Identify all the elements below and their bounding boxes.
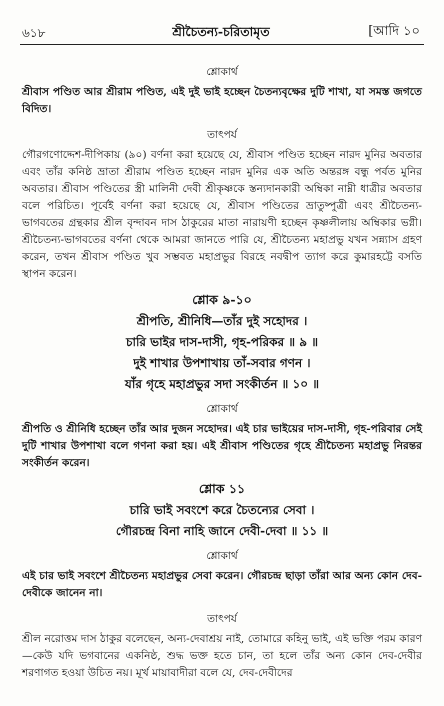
translation-text: শ্রীবাস পণ্ডিত আর শ্রীরাম পণ্ডিত, এই দুই ভাই হচ্ছেন চৈতন্যবৃক্ষের দুটি শাখা, যা সমস্ত জগতে বিদিত। xyxy=(22,86,422,115)
purport-text: গৌরগণোদ্দেশ-দীপিকায় (৯০) বর্ণনা করা হয়েছে যে, শ্রীবাস পণ্ডিত হচ্ছেন নারদ মুনির অবতার এবং তাঁর কনিষ্ঠ ভ্রাতা শ্রীরাম পণ্ডিত হচ্ছেন নারদ মুনির এক অতি অন্তরঙ্গ বন্ধু পর্বত মুনির অবতার। শ্রীবাস পণ্ডিতের স্ত্রী মালিনী দেবী শ্রীকৃষ্ণকে স্তন্যদানকারী অম্বিকা নাম্নী ধাত্রীর অবতার বলে পরিচিত। পূর্বেই বর্ণনা করা হয়েছে যে, শ্রীবাস পণ্ডিতের ভ্রাতুষ্পুত্রী এবং শ্রীচৈতন্য-ভাগবতের গ্রন্থকার শ্রীল বৃন্দাবন দাস ঠাকুরের মাতা নারায়ণী হচ্ছেন কৃষ্ণলীলায় অম্বিকার ভগ্নী। শ্রীচৈতন্য-ভাগবতের বর্ণনা থেকে আমরা জানতে পারি যে, শ্রীচৈতন্য মহাপ্রভু যখন সন্ন্যাস গ্রহণ করেন, তখন শ্রীবাস পণ্ডিত খুব সম্ভবত মহাপ্রভুর বিরহে নবদ্বীপ ত্যাগ করে কুমারহট্টে বসতি স্থাপন করেন। xyxy=(22,149,422,280)
verse-line: যাঁর গৃহে মহাপ্রভুর সদা সংকীর্তন ॥ ১০ ॥ xyxy=(124,377,320,391)
page-body xyxy=(22,64,422,682)
verse-line: দুই শাখার উপশাখায় তাঁ-সবার গণন । xyxy=(133,356,311,370)
header-rule xyxy=(20,44,424,45)
verse-line: চারি ভাইর দাস-দাসী, গৃহ-পরিকর ॥ ৯ ॥ xyxy=(125,335,319,349)
verse-line: চারি ভাই সবংশে করে চৈতন্যের সেবা । xyxy=(129,503,315,517)
page-number: ৬১৮ xyxy=(22,26,46,40)
verse-heading: শ্লোক ৯-১০ xyxy=(192,292,252,307)
purport-label: তাৎপর্য xyxy=(207,613,237,625)
running-title: শ্রীচৈতন্য-চরিতামৃত xyxy=(172,24,270,39)
purport-label: তাৎপর্য xyxy=(207,129,237,141)
page-header xyxy=(22,22,420,44)
verse-line: শ্রীপতি, শ্রীনিধি—তাঁর দুই সহোদর । xyxy=(136,314,308,328)
translation-text: শ্রীপতি ও শ্রীনিধি হচ্ছেন তাঁর আর দুজন সহোদর। এই চার ভাইয়ের দাস-দাসী, গৃহ-পরিবার সেই দুটি শাখার উপশাখা বলে গণনা করা হয়। এই শ্রীবাস পণ্ডিতের গৃহে শ্রীচৈতন্য মহাপ্রভু নিরন্তর সংকীর্তন করেন। xyxy=(22,423,422,469)
translation-label: শ্লোকার্থ xyxy=(206,550,238,562)
verse-heading: শ্লোক ১১ xyxy=(198,481,246,496)
verse-line: গৌরচন্দ্র বিনা নাহি জানে দেবী-দেবা ॥ ১১ ॥ xyxy=(115,524,329,538)
translation-label: শ্লোকার্থ xyxy=(206,403,238,415)
purport-text: শ্রীল নরোত্তম দাস ঠাকুর বলেছেন, অন্য-দেবাশ্রয় নাই, তোমারে কহিনু ভাই, এই ভক্তি পরম কারণ—কেউ যদি ভগবানের একনিষ্ঠ, শুদ্ধ ভক্ত হতে চান, তা হলে তাঁর অন্য কোন দেব-দেবীর শরণাগত হওয়া উচিত নয়। মূর্খ মায়াবাদীরা বলে যে, দেব-দেবীদের xyxy=(22,633,422,679)
translation-text: এই চার ভাই সবংশে শ্রীচৈতন্য মহাপ্রভুর সেবা করেন। গৌরচন্দ্র ছাড়া তাঁরা আর অন্য কোন দেব-দেবীকে জানেন না। xyxy=(22,570,422,599)
section-marker: [আদি ১০ xyxy=(368,24,420,39)
translation-label: শ্লোকার্থ xyxy=(206,66,238,78)
